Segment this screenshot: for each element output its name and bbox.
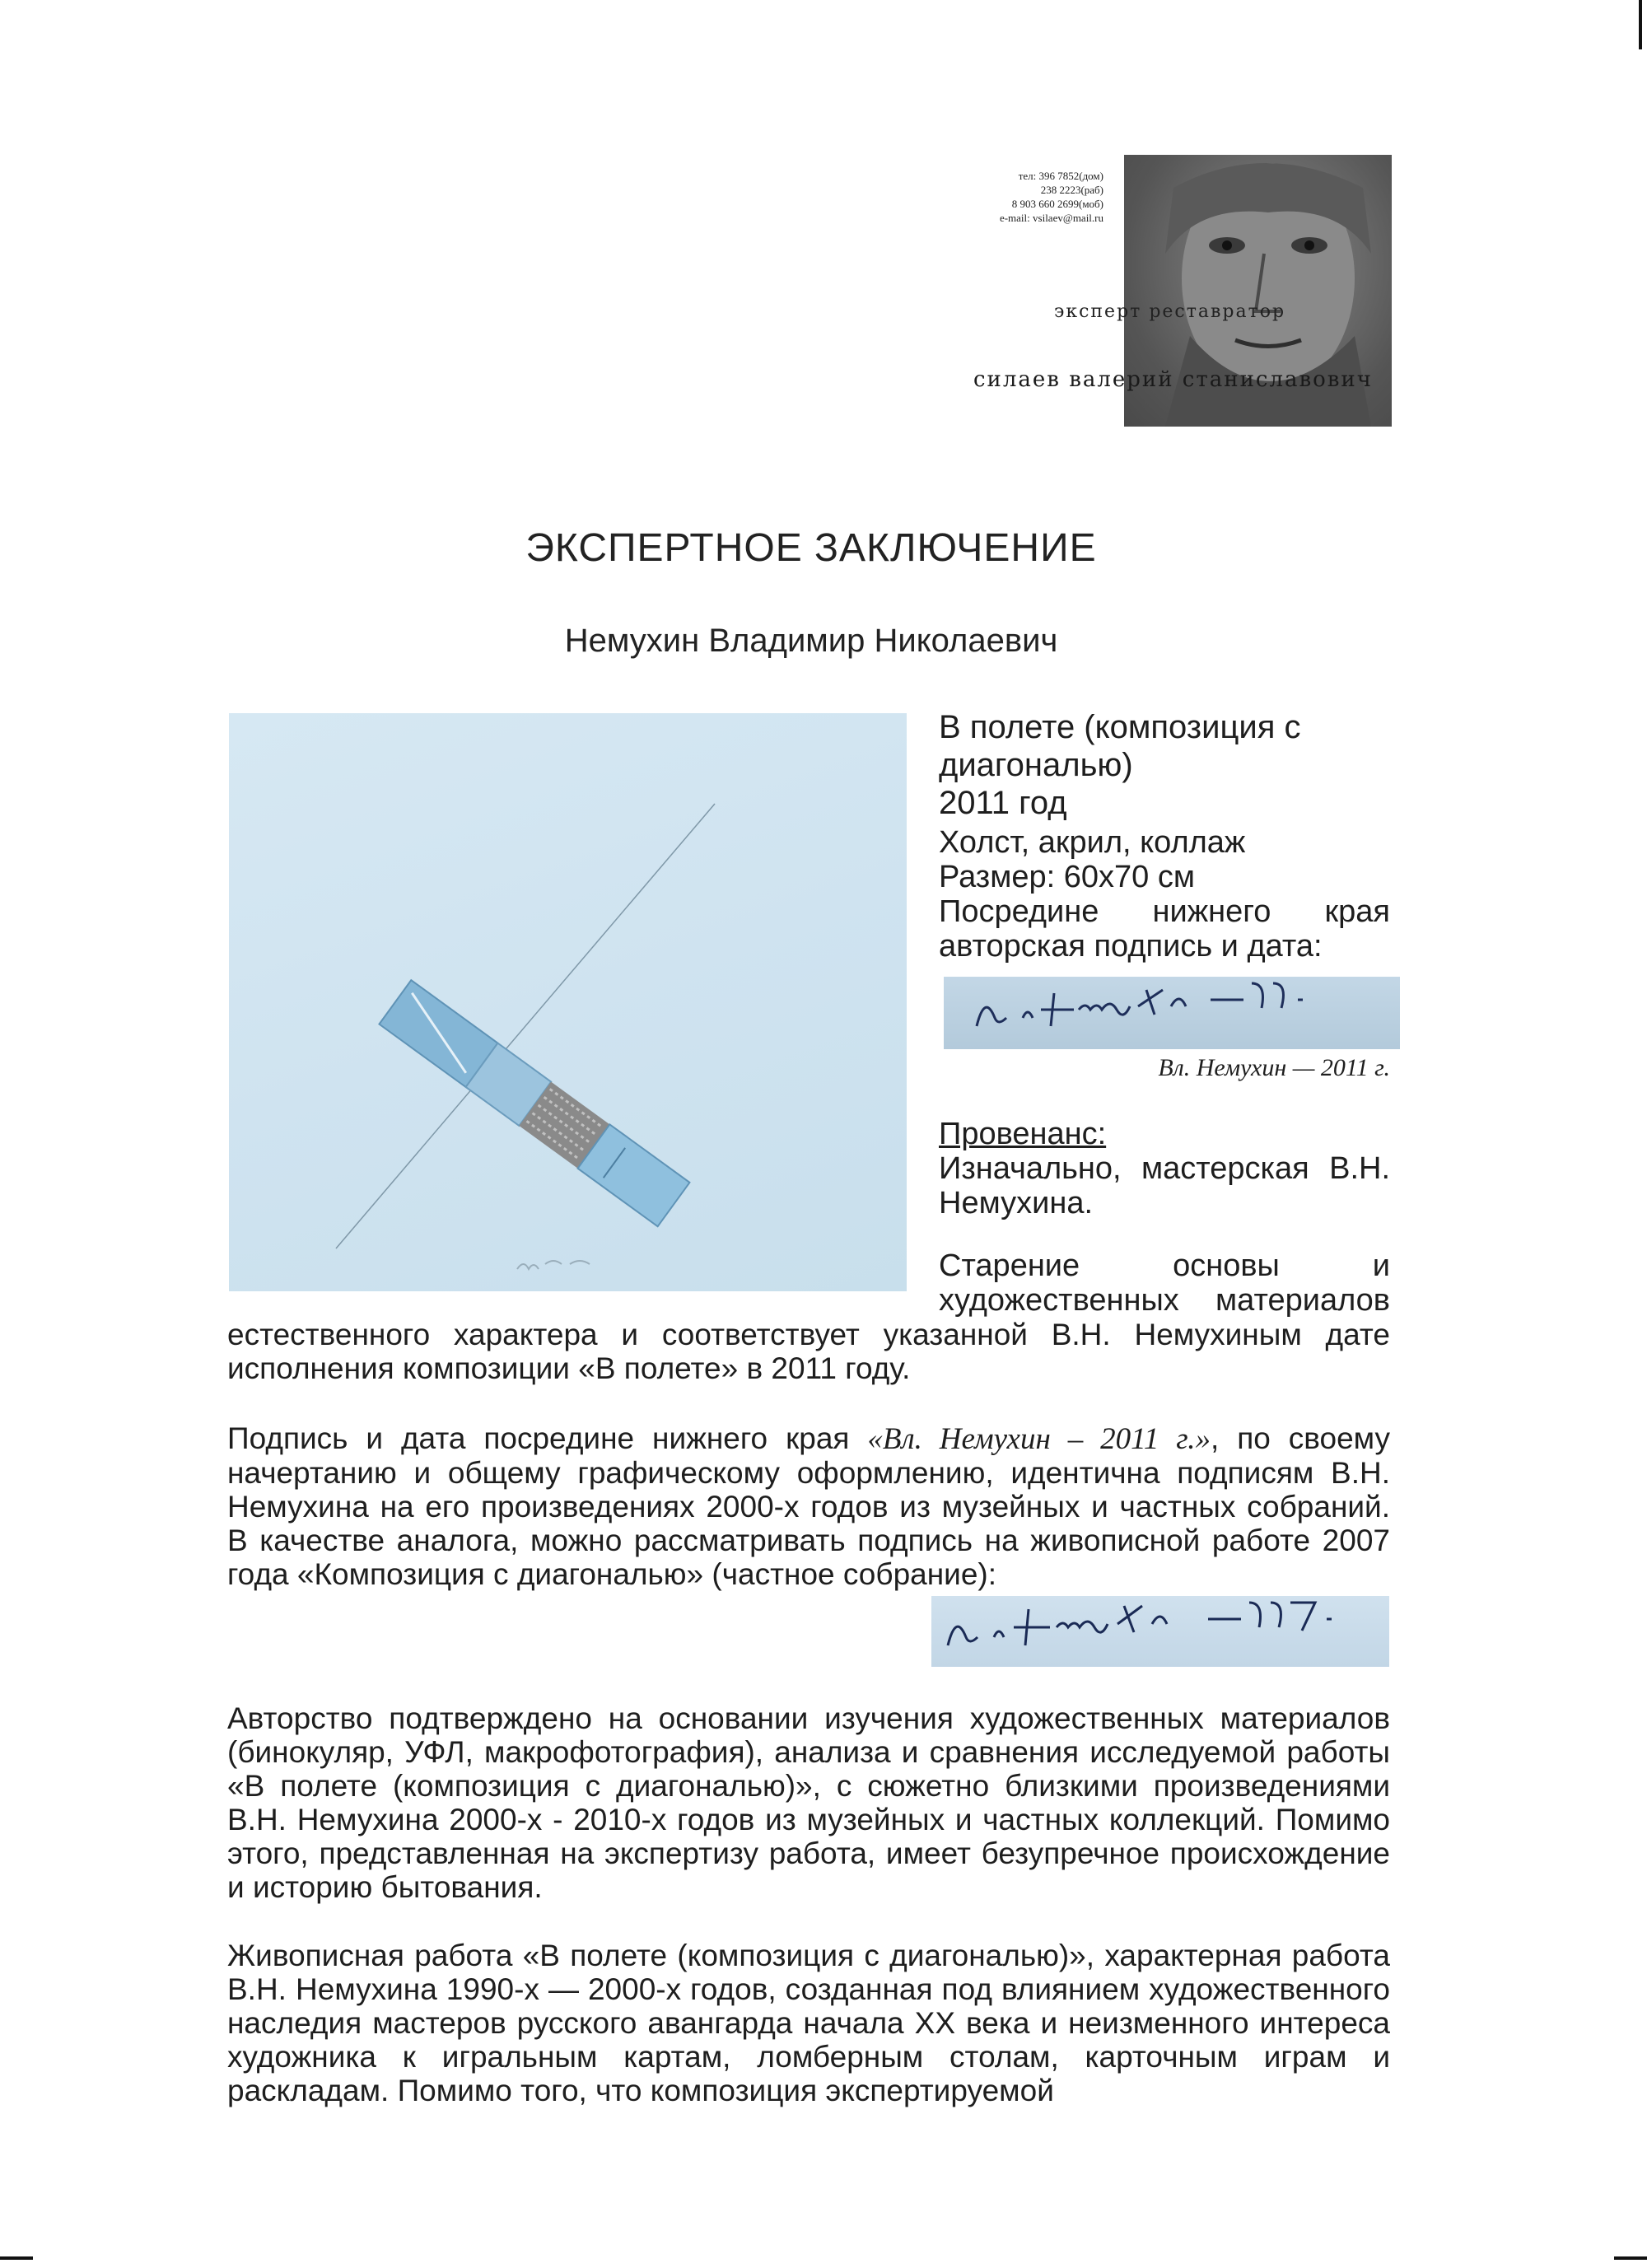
expert-role: эксперт реставратор — [1054, 301, 1286, 322]
authorship-paragraph: Авторство подтверждено на основании изучения художественных материалов (бинокуляр, УФЛ, макрофотография), анализа и сравнения исследуемой работы «В полете (композиция с диагональю)», с сюжетно близкими произведениями В.Н. Немухина 2000-х - 2010-х годов из музейных и частных коллекций. Помимо этого, представленная на экспертизу работа, имеет безупречное происхождение и историю бытования. — [227, 1701, 1390, 1904]
signature-paragraph-start: Подпись и дата посредине нижнего края — [227, 1421, 868, 1455]
signature-caption: Вл. Немухин — 2011 г. — [1158, 1054, 1390, 1081]
scan-edge-mark — [0, 2256, 33, 2260]
contact-phone-work: 238 2223(раб) — [1040, 184, 1103, 196]
expert-name: силаев валерий станиславович — [973, 367, 1373, 392]
artwork-year: 2011 год — [939, 785, 1067, 821]
aging-paragraph-rest: естественного характера и соответствует указанной В.Н. Немухиным дате исполнения композиции «В полете» в 2011 году. — [227, 1318, 1390, 1385]
artwork-medium: Холст, акрил, коллаж — [939, 825, 1246, 860]
scan-edge-mark — [1614, 2256, 1647, 2260]
document-title: ЭКСПЕРТНОЕ ЗАКЛЮЧЕНИЕ — [525, 526, 1097, 570]
contact-info — [947, 169, 1103, 225]
artist-name: Немухин Владимир Николаевич — [564, 623, 1058, 659]
artwork-image — [229, 713, 907, 1291]
provenance-text: Изначально, мастерская В.Н. Немухина. — [939, 1151, 1390, 1220]
contact-phone-home: тел: 396 7852(дом) — [1018, 170, 1103, 182]
signature-image — [944, 977, 1400, 1049]
signature-paragraph — [227, 1421, 1390, 1591]
aging-line-2: художественных материалов — [939, 1283, 1390, 1318]
signature-location: Посредине нижнего края авторская подпись и дата: — [939, 894, 1390, 964]
artwork-size: Размер: 60х70 см — [939, 860, 1195, 894]
contact-phone-mobile: 8 903 660 2699(моб) — [1011, 198, 1103, 210]
description-paragraph: Живописная работа «В полете (композиция с диагональю)», характерная работа В.Н. Немухина 1990-х — 2000-х годов, созданная под влиянием художественного наследия мастеров русского авангарда начала XX века и неизменного интереса художника к игральным картам, ломберным столам, карточным играм и раскладам. Помимо того, что композиция экспертируемой — [227, 1939, 1390, 2107]
analog-signature-image — [931, 1596, 1389, 1667]
artwork-title: В полете (композиция с диагональю) — [939, 709, 1301, 783]
contact-email: e-mail: vsilaev@mail.ru — [999, 212, 1103, 224]
aging-paragraph-start — [939, 1248, 1390, 1318]
signature-quote: «Вл. Немухин – 2011 г.» — [867, 1422, 1211, 1456]
provenance-heading: Провенанс: — [939, 1117, 1107, 1151]
aging-line-1: Старение основы и — [939, 1248, 1390, 1283]
artwork-details — [939, 708, 1390, 964]
signature-paragraph-end: , по своему начертанию и общему графическому оформлению, идентична подписям В.Н. Немухина на его произведениях 2000-х годов из музейных и частных собраний. В качестве аналога, можно рассматривать подпись на живописной работе 2007 года «Композиция с диагональю» (частное собрание): — [227, 1421, 1391, 1591]
scan-edge-mark — [1639, 0, 1642, 49]
